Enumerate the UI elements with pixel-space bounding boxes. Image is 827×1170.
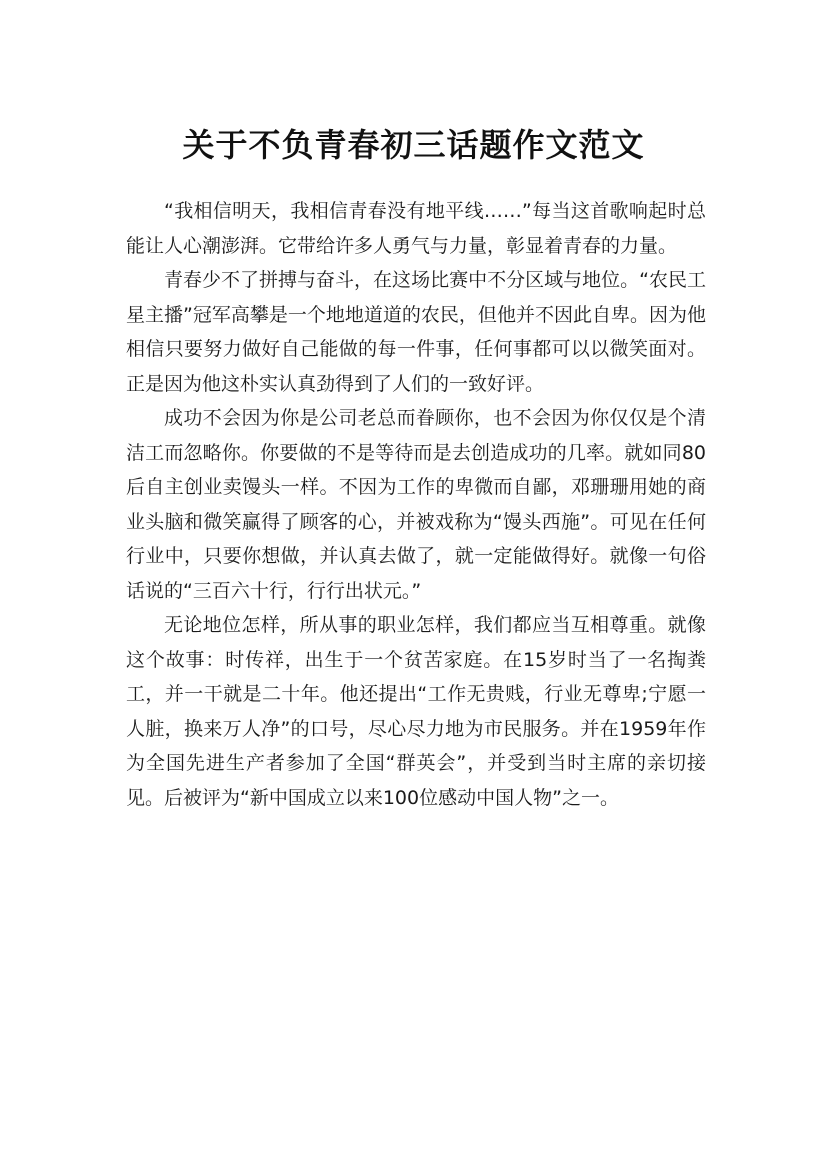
paragraph-4: 无论地位怎样，所从事的职业怎样，我们都应当互相尊重。就像这个故事：时传祥，出生于一个贫苦家庭。在15岁时当了一名掏粪工，并一干就是二十年。他还提出“工作无贵贱，行业无尊卑;宁愿一人脏，换来万人净”的口号，尽心尽力地为市民服务。并在1959年作为全国先进生产者参加了全国“群英会”，并受到当时主席的亲切接见。后被评为“新中国成立以来100位感动中国人物”之一。 [126,614,706,809]
paragraph-1: “我相信明天，我相信青春没有地平线……”每当这首歌响起时总能让人心潮澎湃。它带给许多人勇气与力量，彰显着青春的力量。 [126,200,706,257]
paragraph-2: 青春少不了拼搏与奋斗，在这场比赛中不分区域与地位。“农民工星主播”冠军高攀是一个地地道道的农民，但他并不因此自卑。因为他相信只要努力做好自己能做的每一件事，任何事都可以以微笑面对。正是因为他这朴实认真劲得到了人们的一致好评。 [126,269,706,395]
paragraph-3: 成功不会因为你是公司老总而眷顾你，也不会因为你仅仅是个清洁工而忽略你。你要做的不是等待而是去创造成功的几率。就如同80后自主创业卖馒头一样。不因为工作的卑微而自鄙，邓珊珊用她的商业头脑和微笑赢得了顾客的心，并被戏称为“馒头西施”。可见在任何行业中，只要你想做，并认真去做了，就一定能做得好。就像一句俗话说的“三百六十行，行行出状元。” [126,407,706,602]
document-body [126,194,706,815]
document-title: 关于不负青春初三话题作文范文 [182,126,645,165]
